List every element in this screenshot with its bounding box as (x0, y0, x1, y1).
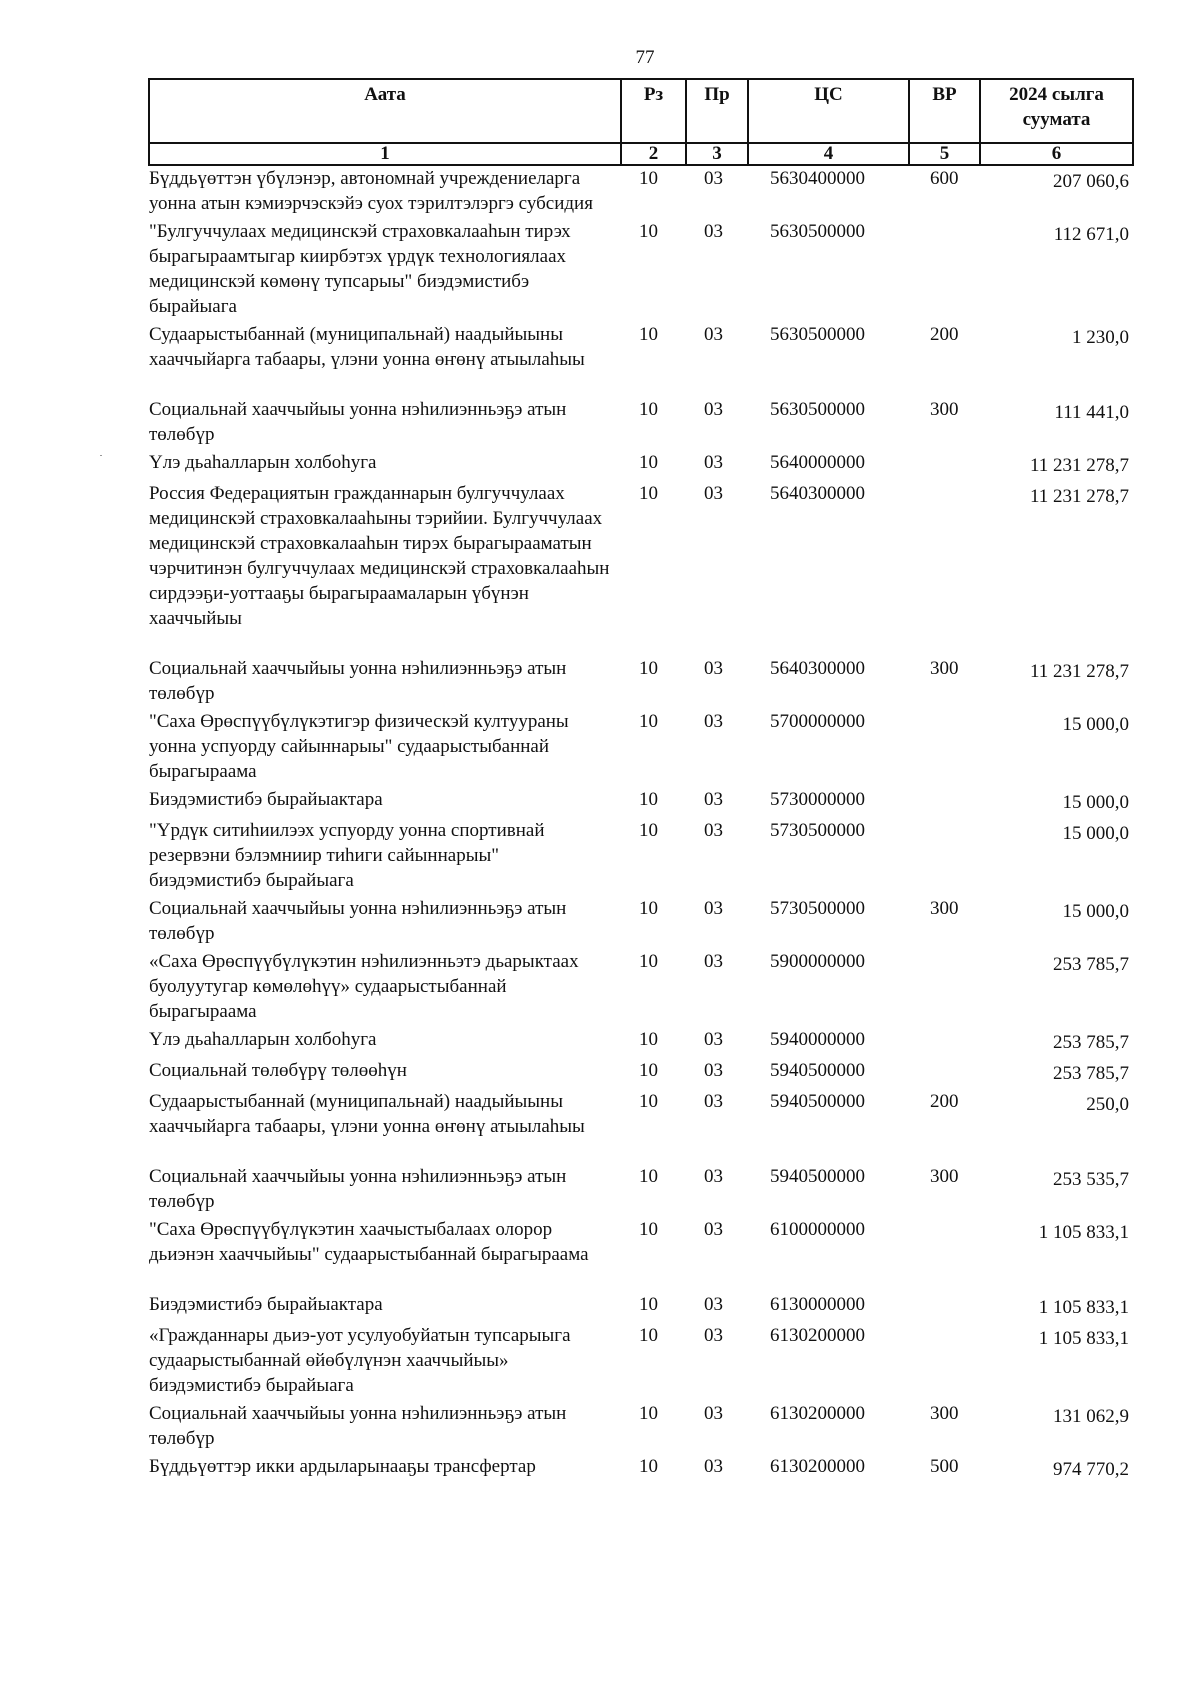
column-number: 2 (621, 143, 686, 165)
row-pr: 03 (704, 1294, 723, 1315)
row-amount: 11 231 278,7 (1029, 661, 1129, 682)
row-rz: 10 (639, 1091, 658, 1112)
row-amount: 15 000,0 (1062, 714, 1129, 735)
row-cs: 6130000000 (770, 1294, 865, 1315)
header-rz: Рз (621, 79, 686, 143)
row-rz: 10 (639, 168, 658, 189)
row-pr: 03 (704, 1091, 723, 1112)
row-pr: 03 (704, 1456, 723, 1477)
row-cs: 5640300000 (770, 483, 865, 504)
row-vr (909, 709, 980, 787)
row-amount: 974 770,2 (1053, 1459, 1129, 1480)
row-pr: 03 (704, 1060, 723, 1081)
row-name: Бүддьүөттэр икки ардыларынааҕы трансфертар (149, 1456, 536, 1477)
column-number: 5 (909, 143, 980, 165)
table-row (149, 397, 1133, 450)
row-pr: 03 (704, 168, 723, 189)
row-cs: 5730500000 (770, 820, 865, 841)
header-cs: ЦС (748, 79, 909, 143)
row-cs: 6100000000 (770, 1219, 865, 1240)
row-rz: 10 (639, 1060, 658, 1081)
row-amount: 112 671,0 (1053, 224, 1129, 245)
row-rz: 10 (639, 452, 658, 473)
row-vr (909, 818, 980, 896)
row-rz: 10 (639, 951, 658, 972)
row-cs: 5700000000 (770, 711, 865, 732)
row-pr: 03 (704, 1325, 723, 1346)
table-row (149, 1401, 1133, 1454)
row-cs: 5630500000 (770, 221, 865, 242)
row-pr: 03 (704, 789, 723, 810)
row-amount: 1 105 833,1 (1038, 1328, 1129, 1349)
row-vr (909, 787, 980, 818)
row-vr (909, 949, 980, 1027)
row-name: Бүддьүөттэн үбүлэнэр, автономнай учреждениеларга уонна атын кэмиэрчэскэйэ суох тэрилтэлэргэ субсидия (149, 168, 593, 214)
table-row (149, 450, 1133, 481)
row-pr: 03 (704, 898, 723, 919)
row-cs: 6130200000 (770, 1456, 865, 1477)
row-cs: 5940500000 (770, 1166, 865, 1187)
row-name: Судаарыстыбаннай (муниципальнай) наадыйыыны хааччыйарга табаары, үлэни уонна өҥөнү атыылаһыы (149, 324, 585, 370)
table-row (149, 1058, 1133, 1089)
row-name: Социальнай хааччыйыы уонна нэһилиэнньэҕэ атын төлөбүр (149, 898, 567, 944)
row-amount: 15 000,0 (1062, 901, 1129, 922)
row-cs: 5900000000 (770, 951, 865, 972)
table-row (149, 1292, 1133, 1323)
row-name: Биэдэмистибэ бырайыактара (149, 789, 383, 810)
table-row (149, 949, 1133, 1027)
row-cs: 6130200000 (770, 1325, 865, 1346)
row-cs: 5640300000 (770, 658, 865, 679)
row-vr: 300 (930, 658, 959, 679)
row-vr: 200 (930, 324, 959, 345)
row-cs: 5940500000 (770, 1060, 865, 1081)
row-amount: 131 062,9 (1053, 1406, 1129, 1427)
row-name: "Үрдүк ситиһиилээх успуорду уонна спортивнай резервэни бэлэмниир тиһиги сайыннарыы" биэдэмистибэ бырайыага (149, 820, 545, 891)
row-amount: 111 441,0 (1054, 402, 1129, 423)
row-pr: 03 (704, 1166, 723, 1187)
budget-table (148, 78, 1134, 1485)
row-amount: 1 105 833,1 (1038, 1222, 1129, 1243)
row-pr: 03 (704, 324, 723, 345)
row-amount: 15 000,0 (1062, 823, 1129, 844)
row-vr: 300 (930, 898, 959, 919)
table-row (149, 709, 1133, 787)
row-name: Социальнай хааччыйыы уонна нэһилиэнньэҕэ атын төлөбүр (149, 399, 567, 445)
row-vr: 600 (930, 168, 959, 189)
header-vr: ВР (909, 79, 980, 143)
row-pr: 03 (704, 951, 723, 972)
table-row (149, 1089, 1133, 1164)
row-cs: 5640000000 (770, 452, 865, 473)
row-rz: 10 (639, 1403, 658, 1424)
row-rz: 10 (639, 1166, 658, 1187)
row-amount: 253 785,7 (1053, 954, 1129, 975)
row-pr: 03 (704, 658, 723, 679)
row-cs: 6130200000 (770, 1403, 865, 1424)
row-rz: 10 (639, 789, 658, 810)
row-amount: 253 535,7 (1053, 1169, 1129, 1190)
row-name: Судаарыстыбаннай (муниципальнай) наадыйыыны хааччыйарга табаары, үлэни уонна өҥөнү атыылаһыы (149, 1091, 585, 1137)
header-pr: Пр (686, 79, 748, 143)
row-pr: 03 (704, 1219, 723, 1240)
row-pr: 03 (704, 711, 723, 732)
row-vr (909, 219, 980, 322)
row-amount: 11 231 278,7 (1029, 455, 1129, 476)
row-amount: 15 000,0 (1062, 792, 1129, 813)
row-name: Россия Федерациятын гражданнарын булгуччулаах медицинскэй страховкалааһыны тэрийии. Булгуччулаах медицинскэй страховкалааһын тирэх бырагырааматын чэрчитинэн булгуччулаах медицинскэй страховкалааһын сирдээҕи-уоттааҕы бырагыраамаларын үбүнэн хааччыйыы (149, 483, 610, 629)
column-number: 4 (748, 143, 909, 165)
table-row (149, 1217, 1133, 1292)
row-vr (909, 1027, 980, 1058)
row-cs: 5630500000 (770, 399, 865, 420)
row-rz: 10 (639, 1294, 658, 1315)
table-row (149, 787, 1133, 818)
row-vr (909, 1058, 980, 1089)
row-rz: 10 (639, 399, 658, 420)
column-number: 3 (686, 143, 748, 165)
row-amount: 207 060,6 (1053, 171, 1129, 192)
table-row (149, 1454, 1133, 1485)
row-pr: 03 (704, 452, 723, 473)
row-vr: 200 (930, 1091, 959, 1112)
row-pr: 03 (704, 1403, 723, 1424)
row-name: Социальнай хааччыйыы уонна нэһилиэнньэҕэ атын төлөбүр (149, 658, 567, 704)
row-cs: 5940000000 (770, 1029, 865, 1050)
row-name: Социальнай хааччыйыы уонна нэһилиэнньэҕэ атын төлөбүр (149, 1166, 567, 1212)
row-amount: 250,0 (1086, 1094, 1129, 1115)
row-rz: 10 (639, 711, 658, 732)
table-row (149, 1164, 1133, 1217)
row-name: "Булгуччулаах медицинскэй страховкалааһын тирэх бырагыраамтыгар киирбэтэх үрдүк технологиялаах медицинскэй көмөнү тупсарыы" биэдэмистибэ бырайыага (149, 221, 571, 317)
row-rz: 10 (639, 1219, 658, 1240)
row-name: Социальнай төлөбүрү төлөөһүн (149, 1060, 407, 1081)
row-rz: 10 (639, 483, 658, 504)
header-name: Аата (149, 79, 621, 143)
row-name: "Саха Өрөспүүбүлүкэтин хаачыстыбалаах олорор дьиэнэн хааччыйыы" судаарыстыбаннай бырагыраама (149, 1219, 589, 1265)
row-rz: 10 (639, 324, 658, 345)
column-number: 1 (149, 143, 621, 165)
row-vr: 300 (930, 1166, 959, 1187)
table-row (149, 896, 1133, 949)
row-cs: 5630500000 (770, 324, 865, 345)
row-amount: 253 785,7 (1053, 1032, 1129, 1053)
header-row (149, 79, 1133, 143)
row-cs: 5730500000 (770, 898, 865, 919)
row-cs: 5730000000 (770, 789, 865, 810)
row-vr (909, 1292, 980, 1323)
row-name: Үлэ дьаһалларын холбоһуга (149, 1029, 377, 1050)
row-vr (909, 450, 980, 481)
row-amount: 1 230,0 (1072, 327, 1129, 348)
header-amount: 2024 сылга суумата (980, 79, 1133, 143)
row-amount: 253 785,7 (1053, 1063, 1129, 1084)
scan-speck (100, 455, 102, 456)
row-vr (909, 1217, 980, 1292)
table-row (149, 481, 1133, 656)
row-cs: 5630400000 (770, 168, 865, 189)
row-vr: 300 (930, 1403, 959, 1424)
row-rz: 10 (639, 898, 658, 919)
row-rz: 10 (639, 1325, 658, 1346)
table-row (149, 1323, 1133, 1401)
row-name: «Саха Өрөспүүбүлүкэтин нэһилиэнньэтэ дьарыктаах буолуутугар көмөлөһүү» судаарыстыбаннай бырагыраама (149, 951, 579, 1022)
row-name: «Гражданнары дьиэ-уот усулуобуйатын тупсарыыга судаарыстыбаннай өйөбүлүнэн хааччыйыы» биэдэмистибэ бырайыага (149, 1325, 571, 1396)
row-rz: 10 (639, 820, 658, 841)
row-name: Социальнай хааччыйыы уонна нэһилиэнньэҕэ атын төлөбүр (149, 1403, 567, 1449)
row-pr: 03 (704, 399, 723, 420)
row-cs: 5940500000 (770, 1091, 865, 1112)
row-name: Биэдэмистибэ бырайыактара (149, 1294, 383, 1315)
row-vr: 500 (930, 1456, 959, 1477)
row-vr (909, 1323, 980, 1401)
row-vr (909, 481, 980, 656)
table-row (149, 656, 1133, 709)
row-pr: 03 (704, 221, 723, 242)
row-rz: 10 (639, 1029, 658, 1050)
row-name: "Саха Өрөспүүбүлүкэтигэр физическэй култуураны уонна успуорду сайыннарыы" судаарыстыбаннай бырагыраама (149, 711, 569, 782)
page-number: 77 (635, 47, 655, 68)
row-amount: 11 231 278,7 (1029, 486, 1129, 507)
row-rz: 10 (639, 221, 658, 242)
column-number: 6 (980, 143, 1133, 165)
table-row (149, 322, 1133, 397)
table-row (149, 219, 1133, 322)
row-name: Үлэ дьаһалларын холбоһуга (149, 452, 377, 473)
row-pr: 03 (704, 820, 723, 841)
column-number-row (149, 143, 1133, 165)
table-row (149, 165, 1133, 219)
row-rz: 10 (639, 1456, 658, 1477)
row-amount: 1 105 833,1 (1038, 1297, 1129, 1318)
row-rz: 10 (639, 658, 658, 679)
table-row (149, 1027, 1133, 1058)
table-row (149, 818, 1133, 896)
row-pr: 03 (704, 483, 723, 504)
row-pr: 03 (704, 1029, 723, 1050)
row-vr: 300 (930, 399, 959, 420)
